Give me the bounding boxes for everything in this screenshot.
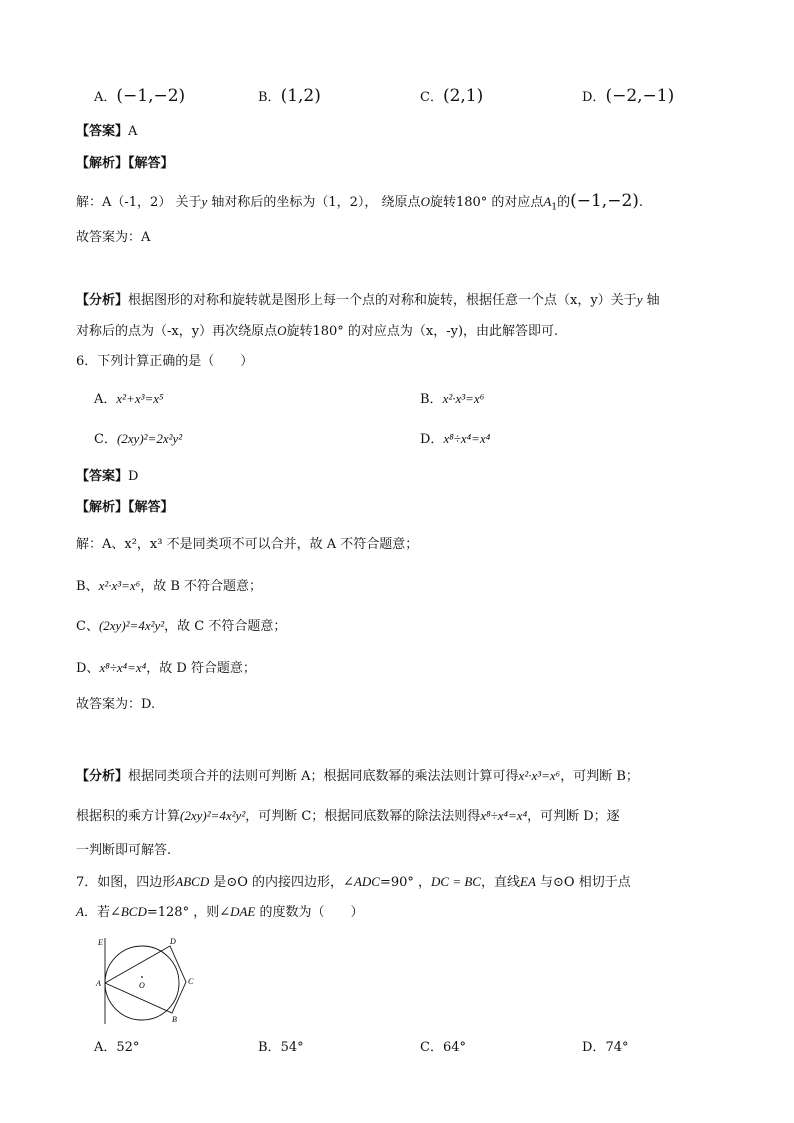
q6-sol-b-prefix: B、 (76, 579, 99, 594)
q6-fenxi-label: 【分析】 (76, 769, 129, 784)
label-c: C (188, 977, 194, 986)
q5-answer-value: A (128, 124, 138, 139)
q6-fenxi-line1 (76, 767, 639, 786)
q5-fenxi-line2 (76, 322, 558, 341)
q5-option-b-letter: B． (258, 90, 281, 105)
q7-stem-line2 (76, 903, 364, 922)
q6-analysis-label-text: 【解析】【解答】 (76, 500, 174, 515)
q5-solution-prefix: 解：A（-1，2） 关于 (76, 195, 202, 210)
q6-sol-b-suffix: ，故 B 不符合题意； (140, 579, 263, 594)
q5-solution-a1-sub: 1 (551, 202, 558, 213)
q5-solution-y: y (201, 194, 208, 209)
label-d: D (170, 937, 176, 946)
q6-option-d-letter: D． (420, 432, 444, 447)
q6-option-b (420, 390, 484, 409)
q6-sol-c: C、(2xy)²=4x²y²，故 C 不符合题意； (76, 618, 287, 634)
q7-option-d-letter: D． (582, 1040, 606, 1055)
center-dot (141, 976, 143, 978)
q7-stem-adc: ADC (353, 874, 380, 889)
q6-option-b-letter: B． (420, 392, 443, 407)
q7-option-d-value: 74° (605, 1040, 629, 1055)
q6-option-c-letter: C． (94, 432, 117, 447)
q6-sol-d-expr: x⁸÷x⁴=x⁴ (99, 660, 147, 675)
q5-option-c-letter: C． (420, 90, 443, 105)
q5-solution-mid1: 轴对称后的坐标为（1，2）， 绕原点 (207, 195, 421, 210)
label-o: O (139, 981, 145, 990)
q5-fenxi-line1 (76, 291, 660, 310)
q6-sol-d (76, 659, 256, 678)
q7-option-c-value: 64° (442, 1040, 466, 1055)
q6-analysis-label (76, 499, 174, 517)
q6-answer (76, 468, 138, 486)
q5-answer (76, 123, 137, 141)
q5-fenxi-line1c: 轴 (642, 293, 660, 308)
q6-fenxi-line1a: 根据同类项合并的法则可判断 A；根据同底数幂的乘法法则计算可得 (128, 769, 519, 784)
q7-option-a-letter: A． (94, 1040, 117, 1055)
q6-stem (76, 353, 253, 371)
q6-therefore (76, 696, 155, 714)
q6-fenxi-line2a: 根据积的乘方计算 (76, 809, 181, 824)
q5-option-d-value: (−2,−1) (605, 86, 675, 106)
q5-fenxi-label: 【分析】 (76, 293, 129, 308)
q5-option-b-value: (1,2) (280, 86, 321, 106)
q7-stem-1c: =90° ， (379, 875, 432, 890)
q5-therefore (76, 229, 150, 247)
q5-option-a (94, 87, 185, 107)
q6-fenxi-line3-text: 一判断即可解答. (76, 843, 172, 858)
q5-solution-mid3: 的 (557, 195, 571, 210)
q7-option-b-letter: B． (258, 1040, 281, 1055)
q5-fenxi-line1b: y (636, 292, 643, 307)
q7-option-b-value: 54° (280, 1040, 304, 1055)
q6-sol-a-text: 解：A、x²，x³ 不是同类项不可以合并，故 A 不符合题意； (76, 537, 419, 552)
q6-option-b-expr: x²·x³=x⁶ (442, 391, 485, 406)
q7-option-d (582, 1039, 628, 1057)
q6-fenxi-line2b: ，可判断 C；根据同底数幂的除法法则得 (245, 809, 481, 824)
q6-sol-d-prefix: D、 (76, 661, 100, 676)
q6-therefore-text: 故答案为：D. (76, 697, 156, 712)
q7-stem-2c: =128° ，则∠ (146, 905, 231, 920)
q6-option-a (94, 390, 164, 409)
q6-fenxi-expr1: x²·x³=x⁶ (518, 768, 561, 783)
q6-sol-c-prefix: C、 (76, 619, 99, 634)
q7-option-a (94, 1039, 139, 1057)
q7-option-c-letter: C． (420, 1040, 443, 1055)
q7-stem-bcd: BCD (120, 904, 147, 919)
q6-option-a-letter: A． (94, 392, 117, 407)
q6-fenxi-expr3: x⁸÷x⁴=x⁴ (480, 808, 528, 823)
q7-stem-2a: A (76, 904, 84, 919)
q7-stem-abcd: ABCD (175, 874, 210, 889)
q7-stem-dcbc: DC = BC (431, 874, 481, 889)
q6-option-d-expr: x⁸÷x⁴=x⁴ (443, 431, 491, 446)
q6-answer-value: D (128, 469, 139, 484)
q7-option-c (420, 1039, 466, 1057)
q7-stem-2b: ．若∠ (83, 905, 121, 920)
label-e: E (98, 938, 103, 947)
q5-analysis-label (76, 155, 174, 173)
q7-stem-line1 (76, 873, 631, 892)
q5-option-c-value: (2,1) (442, 86, 484, 106)
q7-stem-1a: 7．如图，四边形 (76, 875, 176, 890)
q7-stem-1e: 与⊙O 相切于点 (535, 875, 631, 890)
q5-solution-mid2: 旋转180° 的对应点 (429, 195, 544, 210)
q7-stem-ea: EA (520, 874, 536, 889)
q6-sol-c-suffix: ，故 C 不符合题意； (164, 619, 287, 634)
q5-fenxi-line2c: 旋转180° 的对应点为（x，-y)，由此解答即可. (286, 324, 559, 339)
q5-solution (76, 192, 643, 212)
q5-option-c (420, 87, 483, 107)
q7-stem-dae: DAE (230, 904, 256, 919)
label-b: B (172, 1015, 177, 1024)
q5-solution-o: O (420, 194, 430, 209)
q6-fenxi-line3 (76, 842, 171, 860)
q6-fenxi-line1b: ，可判断 B； (560, 769, 639, 784)
q5-option-b (258, 87, 321, 107)
q5-answer-label: 【答案】 (76, 124, 129, 139)
q5-fenxi-line1a: 根据图形的对称和旋转就是图形上每一个点的对称和旋转，根据任意一个点（x，y）关于 (128, 293, 637, 308)
q6-stem-text: 6．下列计算正确的是（ ） (76, 354, 254, 369)
q7-stem-1b: 是⊙O 的内接四边形，∠ (209, 875, 354, 890)
q5-therefore-text: 故答案为：A (76, 230, 151, 245)
q6-option-c-expr: (2xy)²=2x²y² (116, 431, 183, 446)
q7-option-b (258, 1039, 304, 1057)
q5-option-a-value: (−1,−2) (116, 86, 186, 106)
q5-solution-end: . (638, 195, 644, 210)
q6-option-c (94, 430, 182, 449)
q6-sol-a (76, 536, 418, 554)
q5-option-d-letter: D． (582, 90, 606, 105)
q7-option-a-value: 52° (116, 1040, 140, 1055)
q6-option-d (420, 430, 490, 449)
q5-fenxi-line2a: 对称后的点为（-x，y）再次绕原点 (76, 324, 278, 339)
q5-solution-a1: A (543, 194, 552, 209)
q6-answer-label: 【答案】 (76, 469, 129, 484)
q6-fenxi-line2: 根据积的乘方计算(2xy)²=4x²y²，可判断 C；根据同底数幂的除法法则得x⁸÷x⁴=x⁴，可判断 D；逐 (76, 808, 620, 824)
q5-solution-point: (−1,−2) (570, 191, 639, 211)
q5-fenxi-line2b: O (277, 323, 287, 338)
label-a: A (96, 979, 101, 988)
q6-option-a-expr: x²+x³=x⁵ (116, 391, 164, 406)
q6-sol-b-expr: x²·x³=x⁶ (98, 578, 141, 593)
q6-sol-b (76, 577, 262, 596)
q6-sol-d-suffix: ，故 D 符合题意； (146, 661, 256, 676)
q5-option-a-letter: A． (94, 90, 117, 105)
q6-fenxi-line2c: ，可判断 D；逐 (527, 809, 620, 824)
q7-stem-2d: 的度数为（ ） (255, 905, 364, 920)
q5-option-d (582, 87, 674, 107)
q5-analysis-label-text: 【解析】【解答】 (76, 156, 174, 171)
q7-circle-figure (92, 934, 202, 1026)
q7-stem-1d: ，直线 (480, 875, 520, 890)
